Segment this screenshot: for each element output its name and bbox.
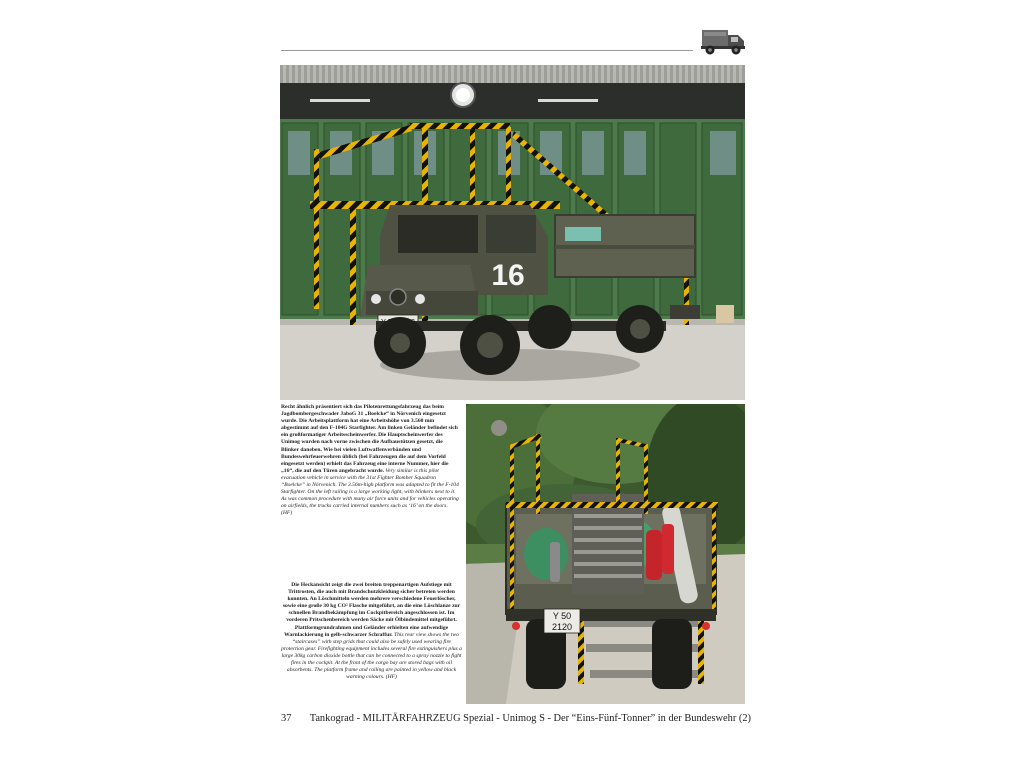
caption-german: Recht ähnlich präsentiert sich das Pilotenrettungsfahrzeug das beim Jagdbombergeschwader JaboG 31 „Boelcke“ in Nörvenich eingesetzt wurde. Die Arbeitsplattform hat eine Arbeitshöhe von 3.560 mm abgestimmt auf den F-104G Starfighter. Am linken Geländer befindet sich ein großformatiger Arbeitsscheinwerfer. Die Hauptscheinwerfer des Unimog wurden nach vorne zwischen die Aufbaustützen gesetzt, die Blinker daneben. Wie bei vielen Luftwaffenverbänden und Bundeswehrfeuerwehren üblich (bei Fahrzeugen die auf dem Vorfeld eingesetzt werden) erhielt das Fahrzeug eine interne Nummer, hier die „16“, die auf den Türen angebracht wurde. [281,404,458,474]
header-rule [281,50,693,51]
rear-plate-line2: 2120 [551,622,573,632]
vehicle-number: 16 [491,259,525,292]
caption-rear-photo [281,582,462,681]
caption-front-photo [281,404,459,518]
page-number: 37 [281,713,292,724]
running-title: Tankograd - MILITÄRFAHRZEUG Spezial - Unimog S - Der “Eins-Fünf-Tonner” in der Bundeswehr (2) [309,713,751,724]
header-truck-icon [700,26,748,56]
caption-english: Very similar is this pilot evacuation vehicle in service with the 31st Fighter Bomber Squadron “Boelcke” in Nörvenich. The 3.56m-high platform was adapted to fit the F-104 Starfighter. On the left railing is a large working light, with blinkers next to it. As was common procedure with many air force units and for vehicles operating on airfields, the trucks carried internal numbers such as ‘16’ on the doors. (HF) [281,467,459,517]
caption-german: Die Heckansicht zeigt die zwei breiten treppenartigen Aufstiege mit Trittrosten, die auch mit Brandschutzkleidung sicher betreten werden konnten. An Löschmitteln werden mehrere verschiedene Feuerlöscher, sowie eine große 30 kg CO² Flasche mitgeführt, an die eine Löschlanze zur schnellen Brandbekämpfung im Cockpitbereich angeschlossen ist. Im vorderen Pritschenbereich werden Säcke mit Ölbindemittel mitgeführt. Plattformgrundrahmen und Geländer erhielten eine aufwendige Warnlackierung in gelb-schwarzer Schraffur. [282,582,461,638]
caption-english: This rear view shows the two “staircases” with step grids that could also be safely used wearing fire protection gear. Firefighting equipment includes several fire extinguishers plus a large 30kg carbon dioxide bottle that can be connected to a spray nozzle to fight fires in the cockpit. At the front of the cargo bay are stored bags with oil absorbents. The platform frame and railing are painted in yellow and black warning colours. (HF) [281,631,462,681]
front-vehicle-photo [280,65,745,400]
rear-vehicle-photo [466,404,745,704]
page-footer [281,713,751,727]
rear-plate-line1: Y 50 [552,611,572,621]
